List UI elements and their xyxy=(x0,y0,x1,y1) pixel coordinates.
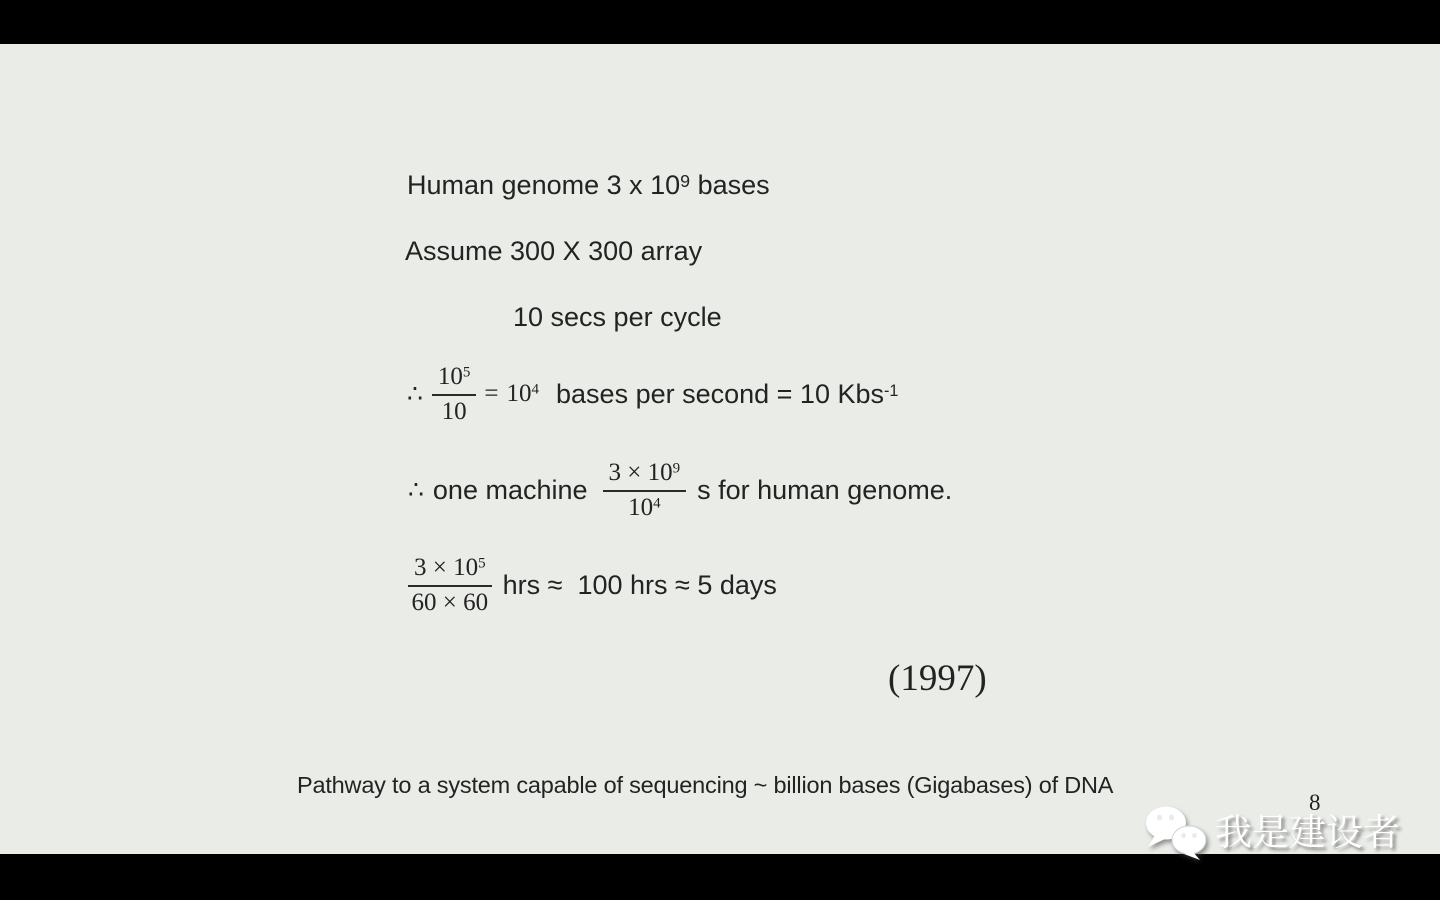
formula-bases-per-second xyxy=(407,362,898,426)
fraction-2-numerator xyxy=(603,459,687,492)
footer-caption: Pathway to a system capable of sequencing ~ billion bases (Gigabases) of DNA xyxy=(297,772,1114,798)
fraction-1-numerator xyxy=(432,363,477,396)
fraction-2-denominator xyxy=(628,492,661,522)
year-annotation: (1997) xyxy=(888,658,987,699)
line-human-genome-tail: bases xyxy=(690,170,770,200)
fraction-1 xyxy=(432,363,477,426)
fraction-2-numerator-exponent: 9 xyxy=(672,460,681,476)
fraction-3-numerator-exponent: 5 xyxy=(478,555,486,571)
formula-3-tail: hrs ≈ 100 hrs ≈ 5 days xyxy=(502,569,777,600)
fraction-3-denominator: 60 × 60 xyxy=(411,588,489,616)
wechat-icon xyxy=(1144,804,1210,862)
fraction-2-denominator-base: 10 xyxy=(628,493,654,521)
fraction-1-numerator-exponent: 5 xyxy=(462,364,471,380)
formula-1-tail xyxy=(556,379,898,410)
fraction-3-numerator xyxy=(408,554,492,587)
fraction-3 xyxy=(408,554,492,617)
formula-1-result xyxy=(507,380,540,408)
fraction-1-denominator: 10 xyxy=(441,397,467,425)
fraction-2-numerator-base: 3 × 10 xyxy=(608,458,673,486)
formula-1-tail-exponent: -1 xyxy=(883,381,899,400)
line-secs-per-cycle: 10 secs per cycle xyxy=(513,302,722,332)
line-human-genome xyxy=(407,170,770,201)
line-human-genome-text: Human genome 3 x 10 xyxy=(407,170,681,200)
formula-1-result-base: 10 xyxy=(506,380,532,407)
therefore-symbol: ∴ xyxy=(407,381,423,408)
letterbox-top xyxy=(0,0,1440,44)
formula-1-tail-text: bases per second = 10 Kbs xyxy=(556,378,884,409)
wechat-watermark xyxy=(1144,804,1400,862)
line-assume-array: Assume 300 X 300 array xyxy=(405,236,703,266)
fraction-3-numerator-base: 3 × 10 xyxy=(414,553,479,581)
page-number: 8 xyxy=(1309,790,1321,815)
fraction-2-denominator-exponent: 4 xyxy=(653,495,661,511)
equals-sign: = xyxy=(484,380,499,407)
formula-hours-days xyxy=(408,553,777,617)
therefore-symbol: ∴ xyxy=(408,477,424,504)
formula-one-machine xyxy=(408,458,952,522)
watermark-text: 我是建设者 xyxy=(1215,812,1400,853)
formula-2-tail: s for human genome. xyxy=(697,474,953,505)
fraction-2 xyxy=(603,459,687,522)
fraction-1-numerator-base: 10 xyxy=(437,362,463,390)
line-human-genome-exponent: 9 xyxy=(680,171,691,192)
formula-1-result-exponent: 4 xyxy=(531,381,540,398)
formula-2-lead: one machine xyxy=(432,474,588,505)
